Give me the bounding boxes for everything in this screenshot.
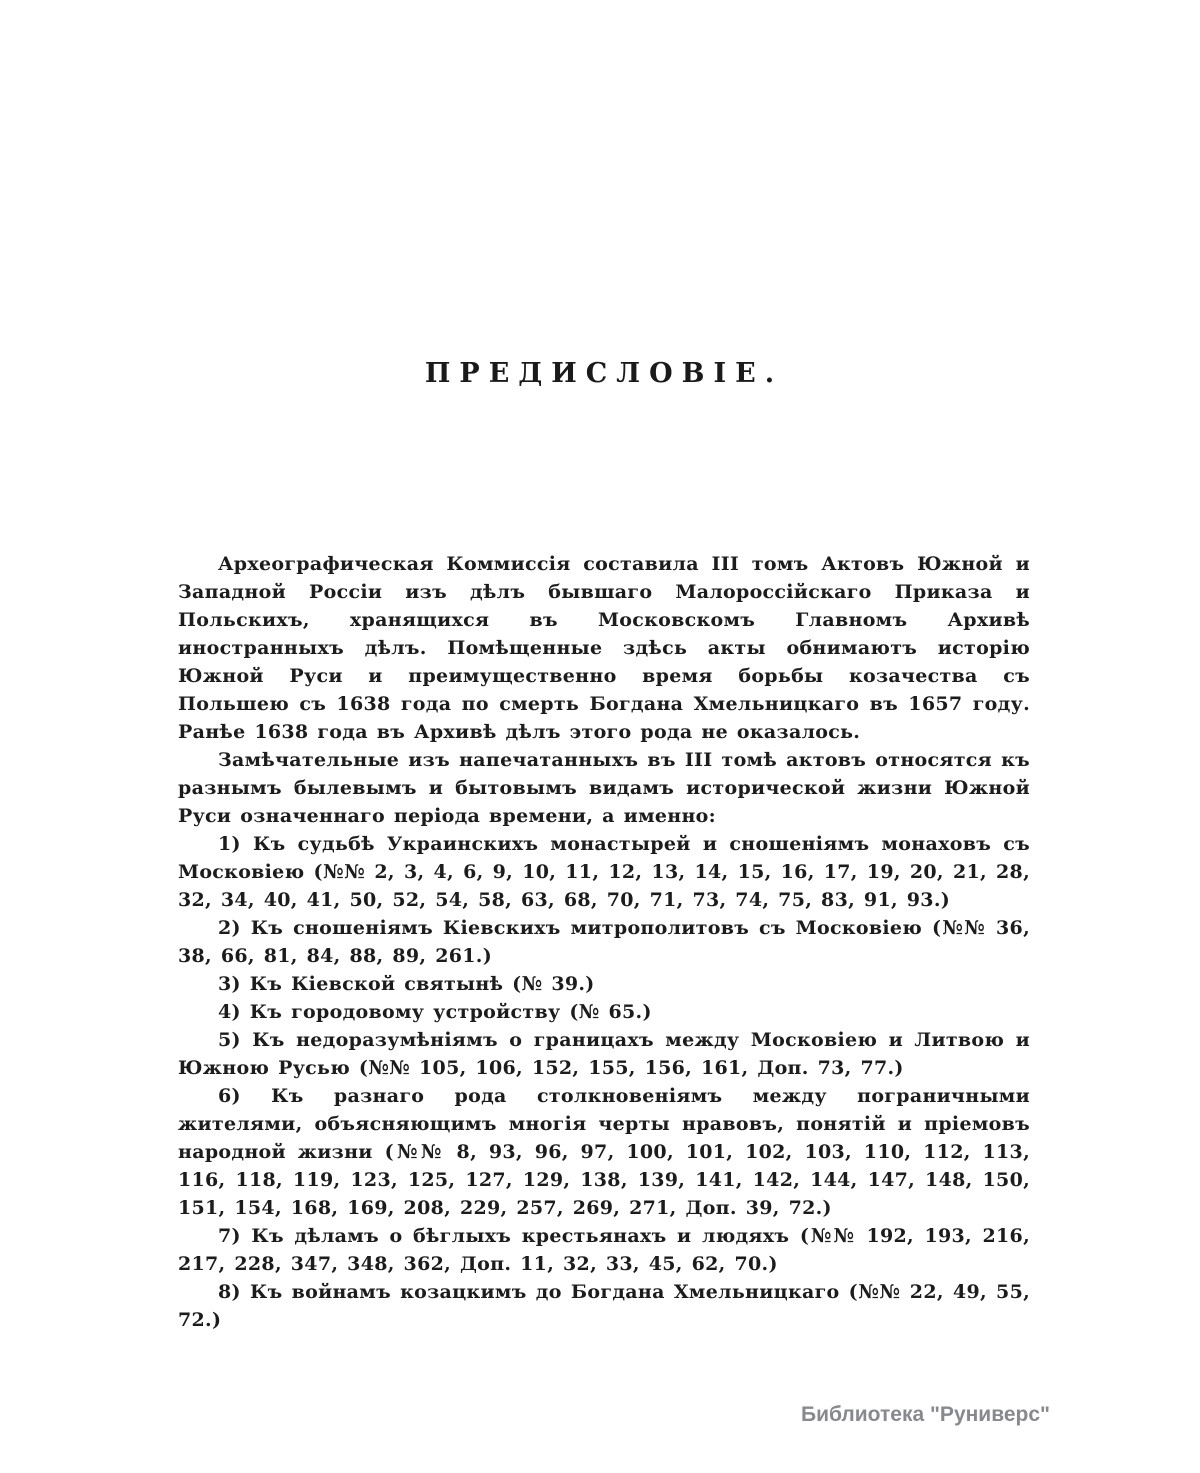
watermark: Библиотека "Руниверс" <box>800 1403 1050 1426</box>
list-item-5: 5) Къ недоразумѣніямъ о границахъ между Московіею и Литвою и Южною Русью (№№ 105, 106, 152, 155, 156, 161, Доп. 73, 77.) <box>178 1029 1030 1079</box>
text-block <box>178 550 1030 1334</box>
list-item-2: 2) Къ сношеніямъ Кіевскихъ митрополитовъ съ Московіею (№№ 36, 38, 66, 81, 84, 88, 89, 261.) <box>178 917 1030 967</box>
list-item-8: 8) Къ войнамъ козацкимъ до Богдана Хмельницкаго (№№ 22, 49, 55, 72.) <box>178 1281 1030 1331</box>
list-item-4: 4) Къ городовому устройству (№ 65.) <box>218 1001 652 1023</box>
page-title: ПРЕДИСЛОВІЕ. <box>424 358 784 389</box>
list-item-3: 3) Къ Кіевской святынѣ (№ 39.) <box>218 973 595 995</box>
paragraph-overview: Замѣчательные изъ напечатанныхъ въ III томѣ актовъ относятся къ разнымъ былевымъ и бытовымъ видамъ исторической жизни Южной Руси означеннаго періода времени, а именно: <box>178 749 1030 827</box>
paragraph-intro: Археографическая Коммиссія составила III томъ Актовъ Южной и Западной Россіи изъ дѣлъ бывшаго Малороссійскаго Приказа и Польскихъ, хранящихся въ Московскомъ Главномъ Архивѣ иностранныхъ дѣлъ. Помѣщенные здѣсь акты обнимаютъ исторію Южной Руси и преимущественно время борьбы козачества съ Польшею съ 1638 года по смерть Богдана Хмельницкаго въ 1657 году. Ранѣе 1638 года въ Архивѣ дѣлъ этого рода не оказалось. <box>178 553 1030 743</box>
list-item-7: 7) Къ дѣламъ о бѣглыхъ крестьянахъ и людяхъ (№№ 192, 193, 216, 217, 228, 347, 348, 362, Доп. 11, 32, 33, 45, 62, 70.) <box>178 1225 1030 1275</box>
list-item-6: 6) Къ разнаго рода столкновеніямъ между пограничными жителями, объясняющимъ многія черты нравовъ, понятій и пріемовъ народной жизни (№№ 8, 93, 96, 97, 100, 101, 102, 103, 110, 112, 113, 116, 118, 119, 123, 125, 127, 129, 138, 139, 141, 142, 144, 147, 148, 150, 151, 154, 168, 169, 208, 229, 257, 269, 271, Доп. 39, 72.) <box>178 1085 1030 1219</box>
list-item-1: 1) Къ судьбѣ Украинскихъ монастырей и сношеніямъ монаховъ съ Московіею (№№ 2, 3, 4, 6, 9, 10, 11, 12, 13, 14, 15, 16, 17, 19, 20, 21, 28, 32, 34, 40, 41, 50, 52, 54, 58, 63, 68, 70, 71, 73, 74, 75, 83, 91, 93.) <box>178 833 1030 911</box>
